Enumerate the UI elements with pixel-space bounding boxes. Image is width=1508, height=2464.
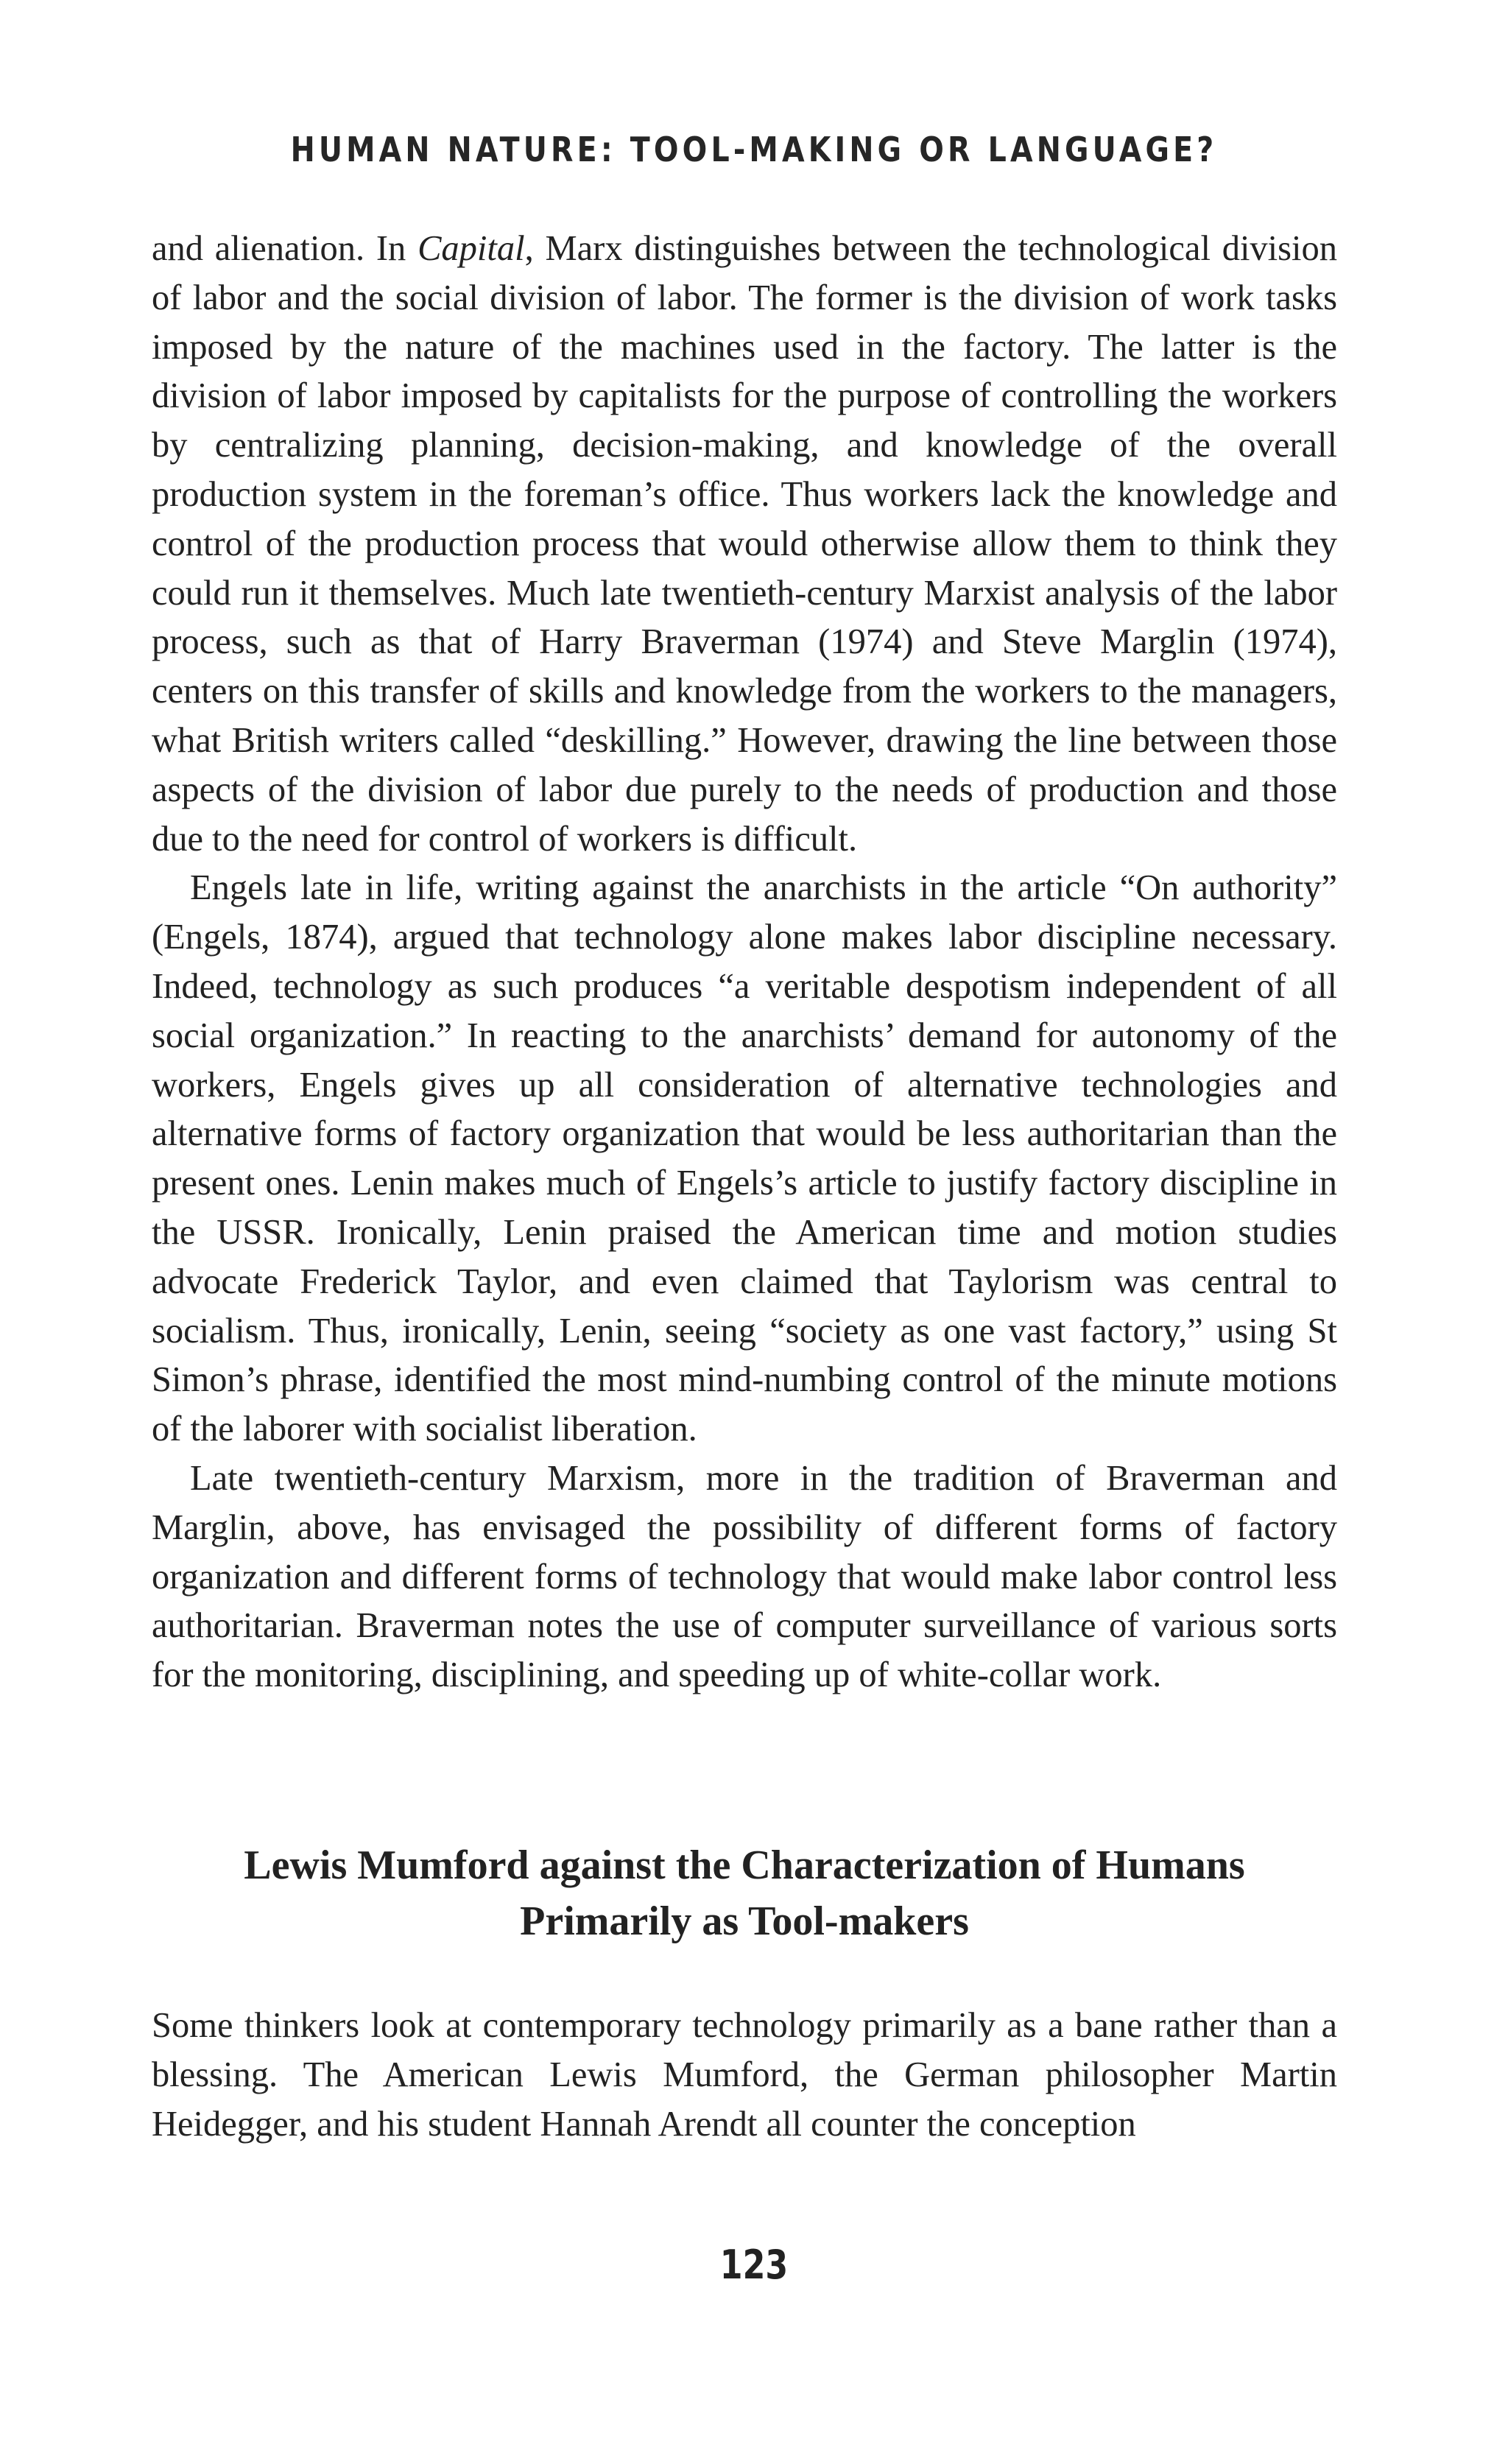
main-text (152, 225, 1337, 1700)
running-head: HUMAN NATURE: TOOL-MAKING OR LANGUAGE? (290, 130, 1218, 169)
paragraph-engels: Engels late in life, writing against the anarchists in the article “On authority” (Engels, 1874), argued that technology alone makes labor discipline necessary. Indeed, technology as such produces “a veritable despotism independent of all social organization.” In reacting to the anarchists’ demand for autonomy of the workers, Engels gives up all consideration of alternative technologies and alternative forms of factory organization that would be less authoritarian than the present ones. Lenin makes much of Engels’s article to justify factory discipline in the USSR. Ironically, Lenin praised the American time and motion studies advocate Frederick Taylor, and even claimed that Taylorism was central to socialism. Thus, ironically, Lenin, seeing “society as one vast factory,” using St Simon’s phrase, identified the most mind-numbing control of the minute motions of the laborer with socialist liberation. (152, 868, 1337, 1449)
paragraph-continuation (152, 225, 1337, 864)
paragraph-late-marxism: Late twentieth-century Marxism, more in the tradition of Braverman and Marglin, above, has envisaged the possibility of different forms of factory organization and different forms of technology that would make labor control less authoritarian. Braverman notes the use of computer surveillance of various sorts for the monitoring, disciplining, and speeding up of white-collar work. (152, 1458, 1337, 1695)
paragraph-mumford: Some thinkers look at contemporary technology primarily as a bane rather than a blessing. The American Lewis Mumford, the German philosopher Martin Heidegger, and his student Hannah Arendt all counter the conception (152, 2006, 1337, 2144)
paragraph-text: and alienation. In (152, 229, 418, 268)
section-text (152, 2002, 1337, 2149)
page-number: 123 (719, 2242, 789, 2288)
section-heading (152, 1837, 1337, 1949)
section-heading-line-2: Primarily as Tool-makers (520, 1898, 969, 1944)
paragraph-text: , Marx distinguishes between the technological division of labor and the social division of labor. The former is the division of work tasks imposed by the nature of the machines used in the factory. The latter is the division of labor imposed by capitalists for the purpose of controlling the workers by centralizing planning, decision-making, and knowledge of the overall production system in the foreman’s office. Thus workers lack the knowledge and control of the production process that would otherwise allow them to think they could run it themselves. Much late twentieth-century Marxist analysis of the labor process, such as that of Harry Braverman (1974) and Steve Marglin (1974), centers on this transfer of skills and knowledge from the workers to the managers, what British writers called “deskilling.” However, drawing the line between those aspects of the division of labor due purely to the needs of production and those due to the need for control of workers is difficult. (152, 229, 1337, 859)
section-heading-line-1: Lewis Mumford against the Characterization of Humans (244, 1842, 1245, 1888)
book-title-capital: Capital (417, 229, 525, 268)
